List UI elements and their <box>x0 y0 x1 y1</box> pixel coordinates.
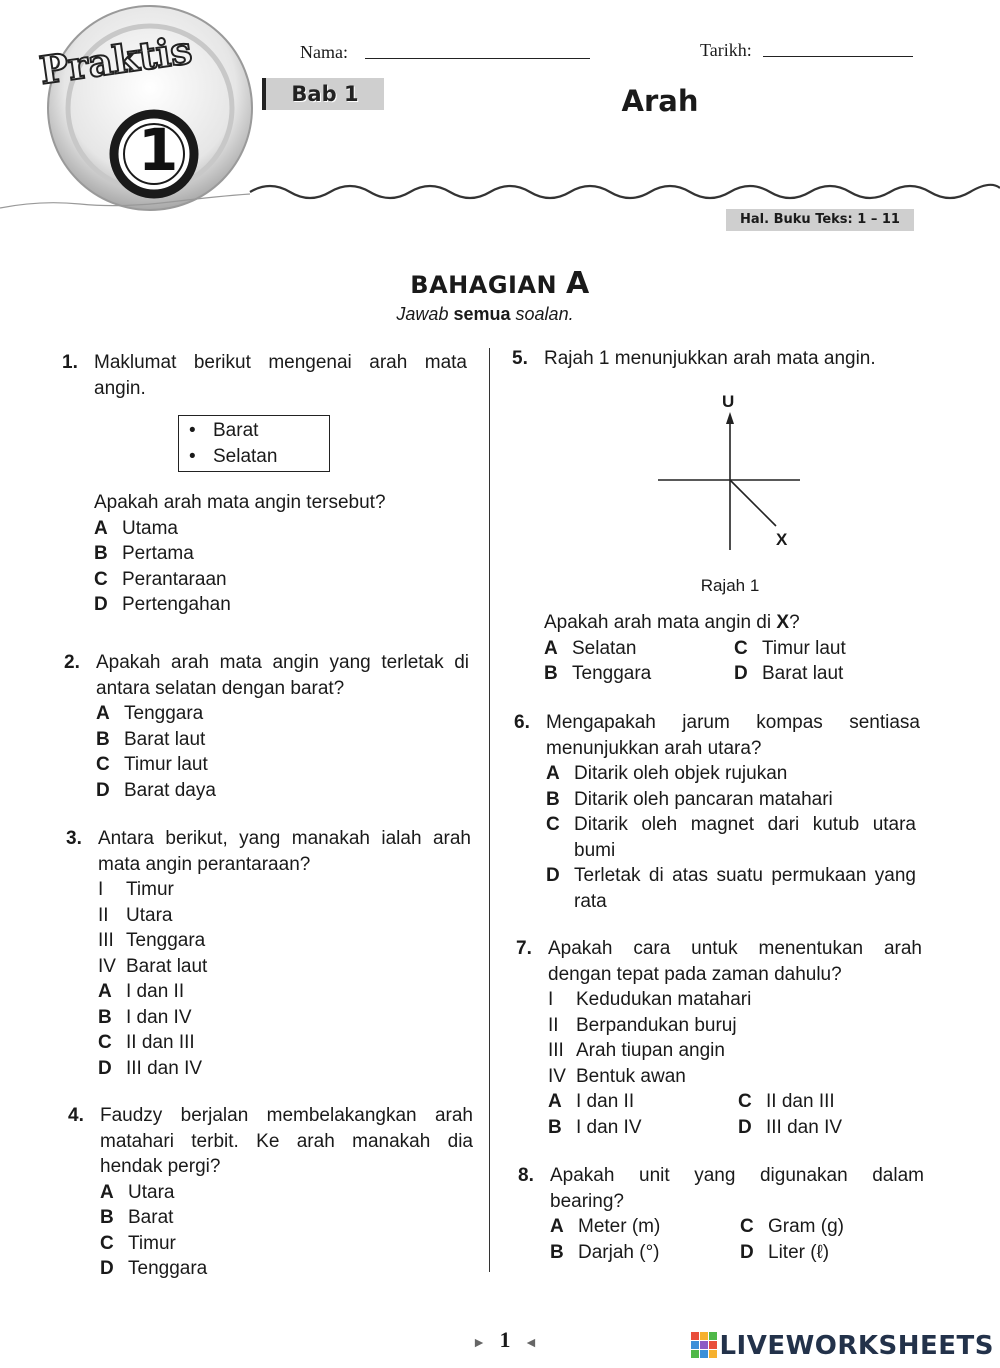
question-stem: Maklumat berikut mengenai arah mata angin. <box>94 352 467 399</box>
question-number: 6. <box>514 712 530 733</box>
roman-item: I Timur <box>98 879 174 900</box>
question-1 <box>62 350 467 618</box>
info-item: • Barat <box>189 418 329 444</box>
diagram-north-label: U <box>722 392 735 411</box>
option-a[interactable]: A Tenggara <box>96 703 204 724</box>
options-grid <box>550 1214 924 1265</box>
page-number-value: 1 <box>499 1327 511 1352</box>
question-ask: Apakah arah mata angin di X? <box>544 612 800 633</box>
option-d[interactable]: D Barat daya <box>96 779 216 801</box>
option-d[interactable]: D Tenggara <box>100 1258 208 1279</box>
roman-item: IV Barat laut <box>98 955 208 977</box>
question-stem: Faudzy berjalan membelakangkan arah matahari terbit. Ke arah manakah dia hendak pergi? <box>100 1105 473 1177</box>
option-b[interactable]: B I dan IV <box>548 1116 642 1138</box>
option-a[interactable]: A Ditarik oleh objek rujukan <box>546 763 788 784</box>
option-d[interactable]: D III dan IV <box>738 1116 843 1138</box>
question-stem: Apakah cara untuk menentukan arah dengan tepat pada zaman dahulu? <box>548 938 922 985</box>
date-field[interactable] <box>763 38 913 57</box>
option-a[interactable]: A I dan II <box>98 981 185 1002</box>
option-d[interactable]: D Pertengahan <box>94 594 231 615</box>
instruction-part-2: semua <box>453 304 511 324</box>
option-d[interactable]: D Barat laut <box>734 663 844 684</box>
question-number: 7. <box>516 938 532 959</box>
option-c[interactable]: C Timur laut <box>96 754 208 775</box>
page-marker-right-icon: ◄ <box>524 1336 538 1351</box>
brand-text: LIVEWORKSHEETS <box>719 1331 994 1361</box>
option-c[interactable]: C Timur laut <box>734 637 846 659</box>
diagram-point-x: X <box>776 530 788 549</box>
question-number: 1. <box>62 352 78 373</box>
option-a[interactable]: A I dan II <box>548 1091 635 1112</box>
question-number: 4. <box>68 1105 84 1126</box>
option-a[interactable]: A Utama <box>94 517 178 539</box>
question-number: 2. <box>64 652 80 673</box>
chapter-tag: Bab 1 <box>262 78 384 110</box>
option-b[interactable]: B Barat <box>100 1207 174 1228</box>
diagram-caption: Rajah 1 <box>700 576 760 595</box>
section-title-letter: A <box>565 266 590 301</box>
question-4 <box>68 1103 473 1282</box>
name-label: Nama: <box>300 42 348 62</box>
option-b[interactable]: B Ditarik oleh pancaran matahari <box>546 788 833 810</box>
option-c[interactable]: C Ditarik oleh magnet dari kutub utara bumi <box>546 814 916 861</box>
question-stem: Rajah 1 menunjukkan arah mata angin. <box>544 348 876 369</box>
question-number: 5. <box>512 348 528 369</box>
option-d[interactable]: D Liter (ℓ) <box>740 1241 830 1263</box>
roman-item: II Berpandukan buruj <box>548 1014 737 1036</box>
question-stem: Antara berikut, yang manakah ialah arah mata angin perantaraan? <box>98 828 471 875</box>
roman-item: II Utara <box>98 904 173 926</box>
instruction-part-1: Jawab <box>396 304 449 324</box>
roman-item: III Tenggara <box>98 930 206 951</box>
instruction-part-3: soalan. <box>515 304 574 324</box>
question-5-ask <box>512 610 922 687</box>
option-b[interactable]: B Darjah (°) <box>550 1241 660 1263</box>
option-a[interactable]: A Selatan <box>544 637 637 659</box>
info-item: • Selatan <box>189 444 329 470</box>
liveworksheets-logo-icon <box>691 1332 717 1365</box>
question-stem: Apakah arah mata angin yang terletak di antara selatan dengan barat? <box>96 652 469 699</box>
question-3 <box>66 826 471 1081</box>
column-divider <box>489 348 490 1272</box>
section-title-prefix: BAHAGIAN <box>410 271 558 299</box>
question-8 <box>518 1163 924 1265</box>
question-number: 3. <box>66 828 82 849</box>
option-c[interactable]: C Gram (g) <box>740 1216 844 1237</box>
instruction <box>0 304 970 325</box>
roman-item: III Arah tiupan angin <box>548 1040 725 1061</box>
roman-item: IV Bentuk awan <box>548 1065 686 1087</box>
question-2 <box>64 650 469 803</box>
question-5 <box>512 346 922 372</box>
option-b[interactable]: B Pertama <box>94 543 194 564</box>
option-d[interactable]: D Terletak di atas suatu permukaan yang rata <box>546 865 916 912</box>
info-box <box>178 415 330 472</box>
roman-item: I Kedudukan matahari <box>548 989 752 1010</box>
option-a[interactable]: A Meter (m) <box>550 1216 661 1237</box>
date-label: Tarikh: <box>700 40 752 60</box>
question-number: 8. <box>518 1165 534 1186</box>
options-grid <box>548 1089 922 1140</box>
option-a[interactable]: A Utara <box>100 1181 175 1203</box>
option-b[interactable]: B I dan IV <box>98 1006 192 1028</box>
options-grid <box>544 636 922 687</box>
page-marker-left-icon: ► <box>472 1336 486 1351</box>
question-stem: Mengapakah jarum kompas sentiasa menunjukkan arah utara? <box>546 712 920 759</box>
question-7 <box>516 936 922 1140</box>
chapter-title: Arah <box>621 84 699 118</box>
option-c[interactable]: C Perantaraan <box>94 568 227 590</box>
page-number <box>440 1327 570 1353</box>
option-b[interactable]: B Barat laut <box>96 728 206 750</box>
section-title <box>0 266 1000 301</box>
option-c[interactable]: C II dan III <box>98 1032 195 1053</box>
liveworksheets-brand <box>691 1331 994 1365</box>
option-c[interactable]: C Timur <box>100 1232 176 1254</box>
textbook-reference: Hal. Buku Teks: 1 – 11 <box>726 209 914 231</box>
option-c[interactable]: C II dan III <box>738 1091 835 1112</box>
question-6 <box>514 710 920 914</box>
question-stem: Apakah unit yang digunakan dalam bearing? <box>550 1165 924 1212</box>
question-ask: Apakah arah mata angin tersebut? <box>94 492 386 513</box>
logo-text: Praktis <box>36 26 195 93</box>
option-d[interactable]: D III dan IV <box>98 1057 203 1079</box>
logo-number: 1 <box>138 116 179 184</box>
option-b[interactable]: B Tenggara <box>544 663 652 684</box>
name-field[interactable] <box>365 40 590 59</box>
